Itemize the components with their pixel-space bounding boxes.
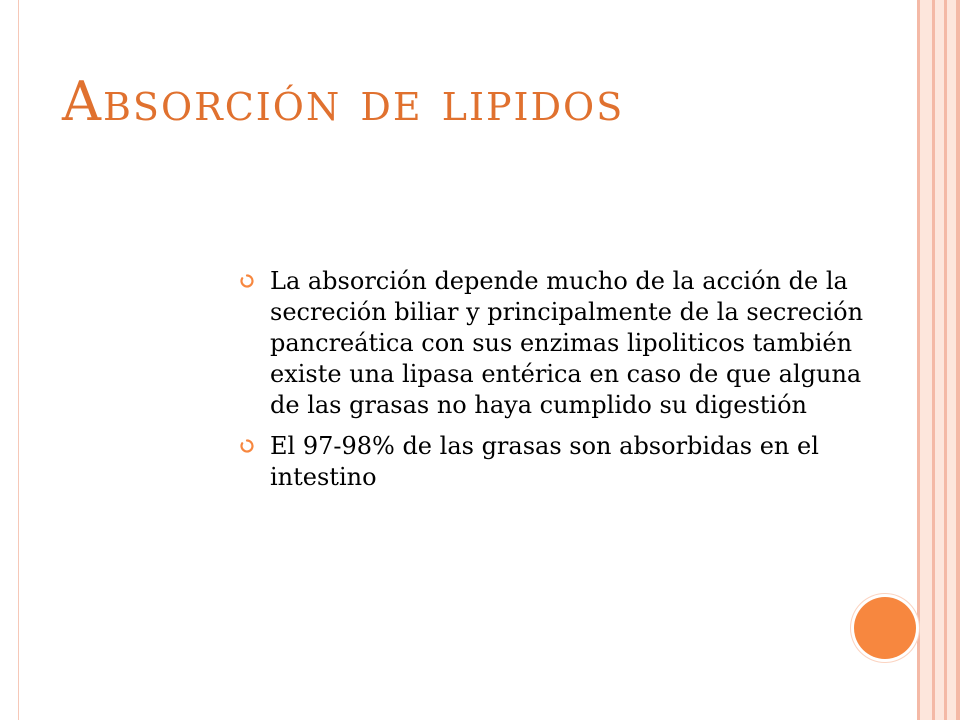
decorative-circle [854,597,916,659]
right-stripe [947,0,956,720]
bullet-item [240,431,880,493]
right-stripe [920,0,932,720]
right-stripe [935,0,944,720]
bullet-list [240,266,880,503]
bullet-item [240,266,880,421]
bullet-text: La absorción depende mucho de la acción de la secreción biliar y principalmente de la secreción pancreática con sus enzimas lipoliticos también existe una lipasa entérica en caso de que alguna de las grasas no haya cumplido su digestión [270,267,864,419]
left-decorative-line [18,0,19,720]
open-circle-bullet-icon [240,439,254,453]
bullet-text: El 97-98% de las grasas son absorbidas en el intestino [270,432,819,491]
open-circle-bullet-icon [240,274,254,288]
slide-title: Absorción de lipidos [62,70,625,133]
right-stripe [956,0,960,720]
